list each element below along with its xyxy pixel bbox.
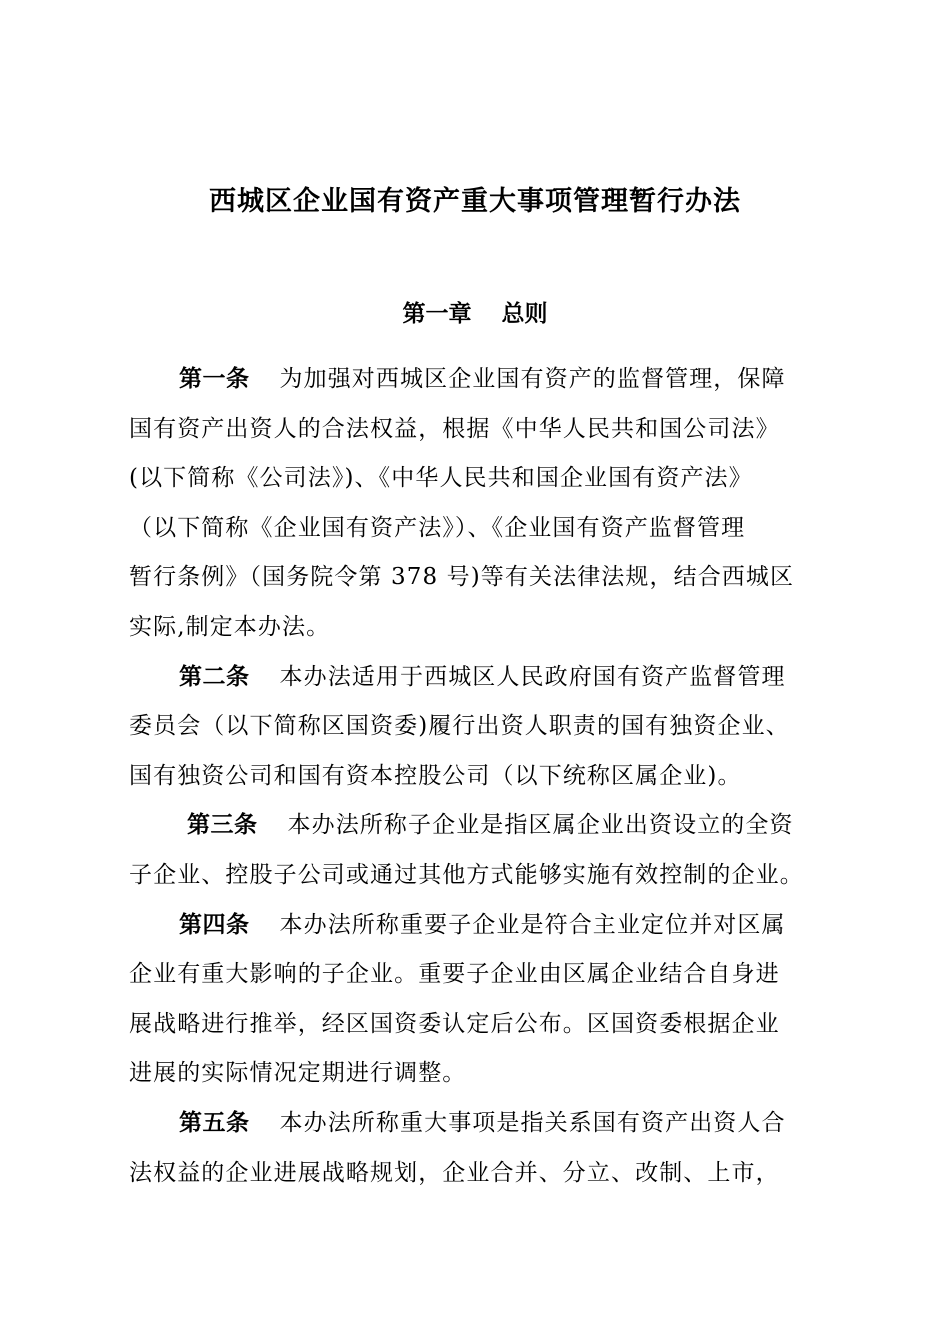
article-text-line: 企业有重大影响的子企业。重要子企业由区属企业结合自身进 [129,961,780,988]
article-text-line: 本办法适用于西城区人民政府国有资产监督管理 [279,663,786,690]
article-5 [129,1099,849,1198]
article-text-line: 国有独资公司和国有资本控股公司（以下统称区属企业)。 [129,762,742,789]
article-label: 第三条 [187,812,258,839]
article-text-line: 国有资产出资人的合法权益，根据《中华人民共和国公司法》 [129,415,780,442]
article-label: 第五条 [179,1109,250,1136]
article-2 [129,653,849,802]
article-text-line: 法权益的企业进展战略规划，企业合并、分立、改制、上市， [129,1159,780,1186]
article-3 [129,801,849,900]
article-text-line: 本办法所称重大事项是指关系国有资产出资人合 [279,1109,786,1136]
article-label: 第二条 [179,663,250,690]
article-4 [129,901,849,1099]
chapter-heading [0,296,950,332]
chapter-number: 第一章 [402,300,472,327]
article-text-line: (以下简称《公司法》)、《中华人民共和国企业国有资产法》 [129,465,753,492]
article-text-line: 本办法所称重要子企业是符合主业定位并对区属 [279,911,786,938]
article-text-line: 展战略进行推举，经区国资委认定后公布。区国资委根据企业 [129,1010,780,1037]
article-text-line: 子企业、控股子公司或通过其他方式能够实施有效控制的企业。 [129,861,804,888]
document-body [129,355,849,1198]
article-text-line: 进展的实际情况定期进行调整。 [129,1060,467,1087]
article-text-line: 本办法所称子企业是指区属企业出资设立的全资 [287,812,794,839]
article-1 [129,355,849,653]
article-text-line: 实际,制定本办法。 [129,613,331,640]
article-text-line: 为加强对西城区企业国有资产的监督管理，保障 [279,366,786,392]
article-text-line: 委员会（以下简称区国资委)履行出资人职责的国有独资企业、 [129,713,790,740]
chapter-name: 总则 [501,300,548,327]
article-text-line: 暂行条例》（国务院令第 378 号)等有关法律法规，结合西城区 [129,564,795,591]
article-label: 第四条 [179,911,250,938]
document-title: 西城区企业国有资产重大事项管理暂行办法 [209,186,741,217]
article-text-line: （以下简称《企业国有资产法》）、《企业国有资产监督管理 [129,514,746,541]
article-label: 第一条 [179,366,250,392]
